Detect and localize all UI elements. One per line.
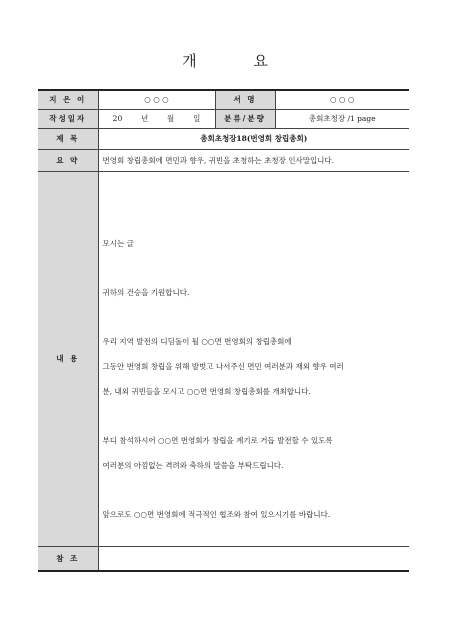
- content-line: 그동안 번영회 창립을 위해 발벗고 나서주신 면민 여러분과 재외 향우 여러: [102, 362, 344, 371]
- content-label: 내 용: [38, 171, 98, 546]
- content-line: 부디 참석하시어 ○○면 번영회가 창립을 계기로 거듭 발전할 수 있도록: [102, 436, 333, 445]
- reference-row: [38, 546, 409, 571]
- signature-label: 서 명: [215, 90, 275, 109]
- subject-value[interactable]: 총회초청장18(번영회 창립총회): [98, 128, 409, 149]
- content-body[interactable]: [98, 171, 409, 546]
- reference-label: 참 조: [38, 546, 98, 571]
- author-label: 지 은 이: [38, 90, 98, 109]
- category-label: 분류/분량: [215, 109, 275, 128]
- date-row: [38, 109, 409, 128]
- date-year: 20: [112, 114, 123, 123]
- date-day-unit: 일: [193, 114, 201, 123]
- content-line: 귀하의 건승을 기원합니다.: [102, 288, 190, 297]
- content-row: [38, 171, 409, 546]
- document-title: 개 요: [182, 52, 294, 70]
- date-month-unit: 월: [167, 114, 175, 123]
- content-line: 앞으로도 ○○면 번영회에 적극적인 협조와 참여 있으시기를 바랍니다.: [102, 510, 331, 519]
- summary-row: [38, 149, 409, 171]
- content-line: 우리 지역 발전의 디딤돌이 될 ○○면 번영회의 창립총회에: [102, 337, 292, 346]
- subject-row: [38, 128, 409, 149]
- content-line: 모시는 글: [102, 239, 134, 248]
- category-value[interactable]: 총회초청장 /1 page: [275, 109, 409, 128]
- subject-label: 제 목: [38, 128, 98, 149]
- date-value[interactable]: [98, 109, 215, 128]
- date-label: 작성일자: [38, 109, 98, 128]
- summary-label: 요 약: [38, 149, 98, 171]
- author-value[interactable]: ○ ○ ○: [98, 90, 215, 109]
- content-line: 분, 내외 귀빈들을 모시고 ○○면 번영회 창립총회를 개최합니다.: [102, 387, 311, 396]
- summary-value[interactable]: 번영회 창립총회에 면민과 향우, 귀빈을 초청하는 초청장 인사말입니다.: [98, 149, 409, 171]
- signature-value[interactable]: ○ ○ ○: [275, 90, 409, 109]
- reference-value[interactable]: [98, 546, 409, 571]
- summary-form: [38, 89, 409, 572]
- date-year-unit: 년: [141, 114, 149, 123]
- content-line: 여러분의 아낌없는 격려와 축하의 말씀을 부탁드립니다.: [102, 461, 284, 470]
- author-row: [38, 90, 409, 109]
